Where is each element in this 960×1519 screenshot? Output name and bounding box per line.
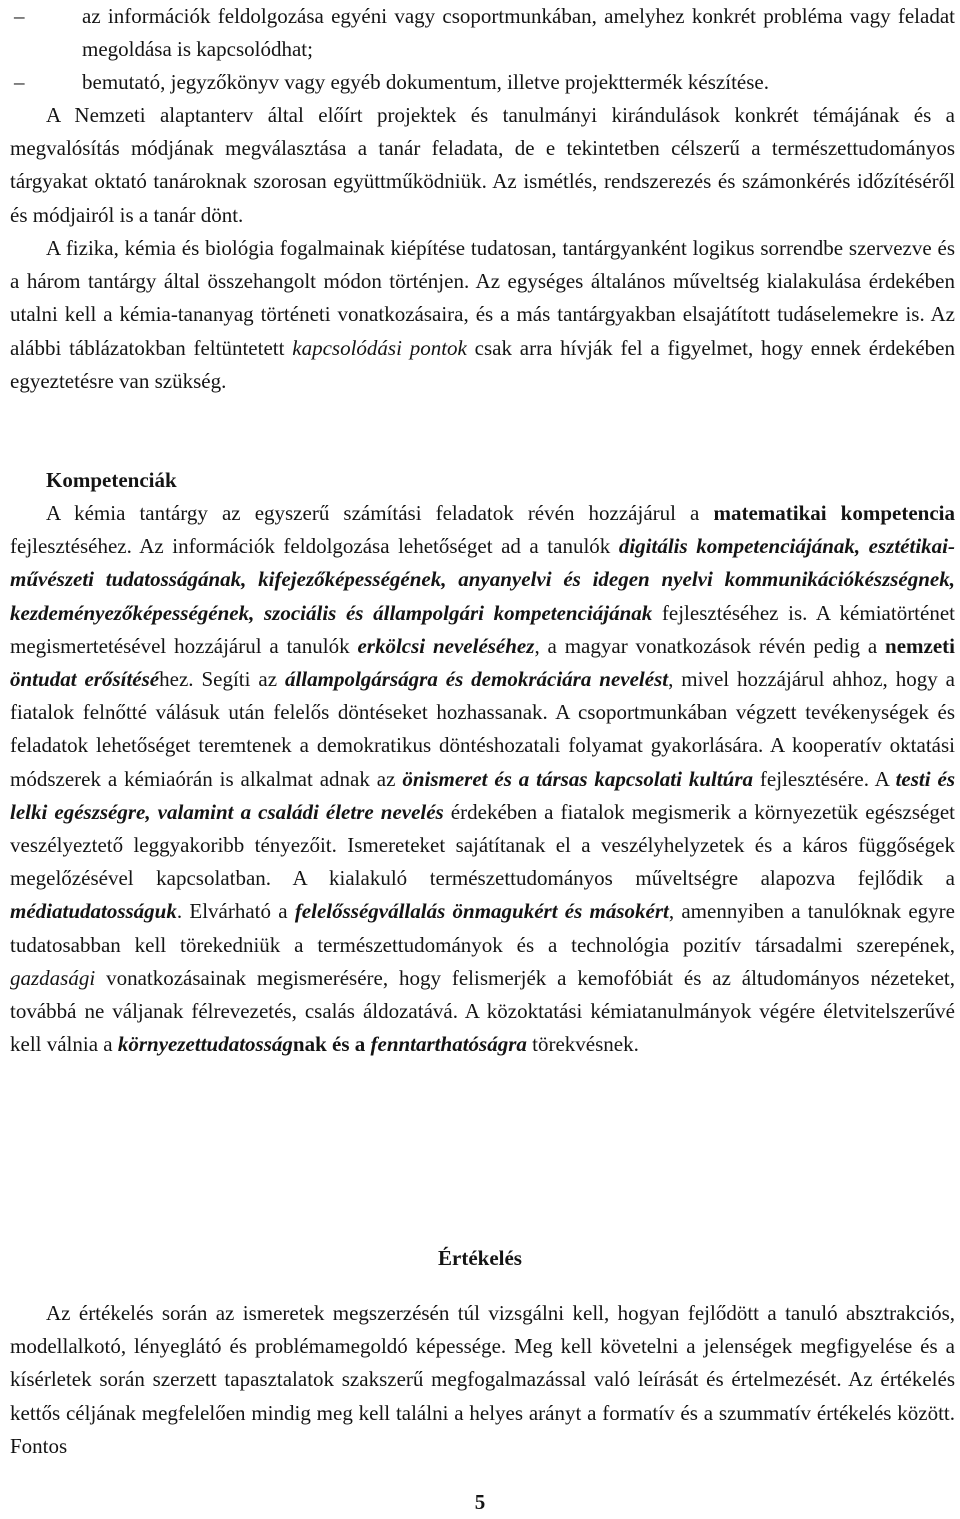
paragraph-projects: A Nemzeti alaptanterv által előírt projektek és tanulmányi kirándulások konkrét témájának és a megvalósítás módjának megválasztása a tanár feladata, de e tekintetben célszerű a természettudományos tárgyakat oktató tanároknak szorosan együttműködniük. Az ismétlés, rendszerezés és számonkérés időzítéséről és módjairól is a tanár dönt. [10,103,955,227]
paragraph-subjects: A fizika, kémia és biológia fogalmainak kiépítése tudatosan, tantárgyanként logikus sorrendbe szervezve és a három tantárgy által összehangolt módon történjen. Az egységes általános műveltség kialakulása érdekében utalni kell a kémia-tananyag történeti vonatkozásaira, és a más tantárgyakban elsajátított tudáselemekre is. Az alábbi táblázatokban feltüntetett kapcsolódási pontok csak arra hívják fel a figyelmet, hogy ennek érdekében egyeztetésre van szükség. [10,236,955,393]
paragraph-kompetenciak: A kémia tantárgy az egyszerű számítási feladatok révén hozzájárul a matematikai kompetencia fejlesztéséhez. Az információk feldolgozása lehetőséget ad a tanulók digitális kompetenciájának, esztétikai-művészeti tudatosságának, kifejezőképességének, anyanyelvi és idegen nyelvi kommunikációkészségnek, kezdeményezőképességének, szociális és állampolgári kompetenciájának fejlesztéséhez is. A kémiatörténet megismertetésével hozzájárul a tanulók erkölcsi neveléséhez, a magyar vonatkozások révén pedig a nemzeti öntudat erősítéséhez. Segíti az állampolgárságra és demokráciára nevelést, mivel hozzájárul ahhoz, hogy a fiatalok felnőtté válásuk után felelős döntéseket hozhassanak. A csoportmunkában végzett tevékenységek és feladatok lehetőséget teremtenek a demokratikus döntéshozatali folyamat gyakorlására. A kooperatív oktatási módszerek a kémiaórán is alkalmat adnak az önismeret és a társas kapcsolati kultúra fejlesztésére. A testi és lelki egészségre, valamint a családi életre nevelés érdekében a fiatalok megismerik a környezetük egészséget veszélyeztető leggyakoribb tényezőit. Ismereteket sajátítanak el a veszélyhelyzetek és a káros függőségek megelőzésével kapcsolatban. A kialakuló természettudományos műveltségre alapozva fejlődik a médiatudatosságuk. Elvárható a felelősségvállalás önmagukért és másokért, amennyiben a tanulóknak egyre tudatosabban kell törekedniük a természettudományok és a technológia pozitív társadalmi szerepének, gazdasági vonatkozásainak megismerésére, hogy felismerjék a kemofóbiát és az áltudományos nézeteket, továbbá ne váljanak félrevezetés, csalás áldozatává. A közoktatási kémiatanulmányok végére életvitelszerűvé kell válnia a környezettudatosságnak és a fenntarthatóságra törekvésnek. [10,501,956,1057]
emphasis-kapcsolodasi-pontok: kapcsolódási pontok [292,335,467,360]
paragraph-ertekeles: Az értékelés során az ismeretek megszerzésén túl vizsgálni kell, hogyan fejlődött a tanuló absztrakciós, modellalkotó, lényeglátó és problémamegoldó képessége. Meg kell követelni a jelenségek megfigyelése és a kísérletek során szerzett tapasztalatok szakszerű megfogalmazással való leírását és értelmezését. Az értékelés kettős céljának megfelelően mindig meg kell találni a helyes arányt a formatív és a szummatív értékelés között. Fontos [10,1301,955,1458]
section-heading-kompetenciak: Kompetenciák [46,468,177,492]
bullet-item-1 [10,0,955,66]
bullet-item-2 [10,66,955,99]
bullet-dash: – [14,4,25,28]
bullet-dash: – [14,70,25,94]
page-number: 5 [474,1490,486,1514]
bullet-text: az információk feldolgozása egyéni vagy csoportmunkában, amelyhez konkrét probléma vagy feladat megoldása is kapcsolódhat; [82,4,955,62]
bullet-text: bemutató, jegyzőkönyv vagy egyéb dokumentum, illetve projekttermék készítése. [82,70,769,94]
section-heading-ertekeles: Értékelés [438,1246,522,1270]
